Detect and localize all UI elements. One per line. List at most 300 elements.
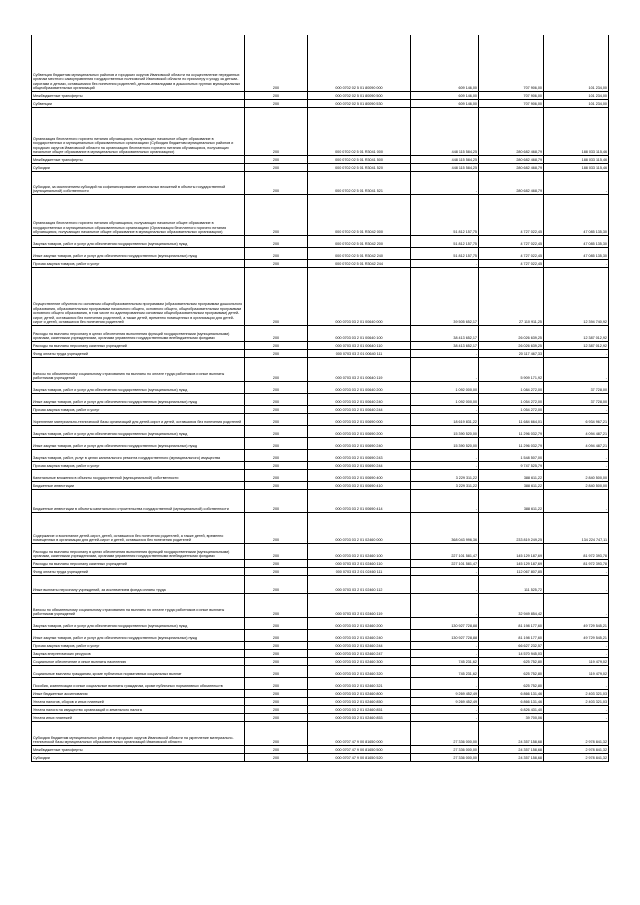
table-row	[32, 543, 609, 559]
row-unexecuted: 12 387 012,92	[544, 325, 609, 341]
row-code: 200	[245, 341, 308, 349]
row-name: Иные закупки товаров, работ и услуг для обеспечения государственных (муниципальных) нужд	[32, 247, 245, 259]
row-name: Расходы на выплаты персоналу казенных учреждений	[32, 341, 245, 349]
row-code: 200	[245, 267, 308, 325]
row-code: 200	[245, 449, 308, 461]
row-name: Содержание и воспитание детей-сирот, детей, оставшихся без попечения родителей, а также детей, временно помещенных в организации для детей-сирот и детей, оставшихся без попечения родителей	[32, 512, 245, 543]
table-row	[32, 425, 609, 437]
table-row	[32, 617, 609, 629]
row-unexecuted: 119 479,02	[544, 665, 609, 677]
row-kbk: 000 0703 03 2 01 00640 119	[308, 357, 411, 381]
row-name: Межбюджетные трансферты	[32, 155, 245, 163]
table-row	[32, 235, 609, 247]
row-name: Закупка товаров, работ и услуг для обеспечения государственных (муниципальных) нужд	[32, 425, 245, 437]
row-kbk: 000 0703 03 2 01 00690 244	[308, 461, 411, 469]
row-executed: 388 611,22	[479, 469, 544, 481]
row-code: 200	[245, 425, 308, 437]
table-row	[32, 247, 609, 259]
row-executed: 11 684 664,01	[479, 413, 544, 425]
row-approved: 448 115 584,25	[411, 107, 479, 155]
row-executed: 39 700,06	[479, 713, 544, 721]
row-name: Субсидии	[32, 753, 245, 761]
table-row	[32, 567, 609, 575]
row-name: Закупка товаров, работ и услуг для обеспечения государственных (муниципальных) нужд	[32, 235, 245, 247]
row-name: Межбюджетные трансферты	[32, 745, 245, 753]
row-name: Иные бюджетные ассигнования	[32, 689, 245, 697]
row-name: Расходы на выплаты персоналу в целях обеспечения выполнения функций государственными (муниципальными) органами, казенными учреждениями, органами управления государственными внебюджетными фондами	[32, 543, 245, 559]
row-kbk: 000 0707 47 9 00 81650 520	[308, 753, 411, 761]
row-executed: 1 084 272,00	[479, 381, 544, 393]
row-name: Прочая закупка товаров, работ и услуг	[32, 641, 245, 649]
row-code: 200	[245, 35, 308, 91]
row-kbk: 000 0703 03 2 01 02460 300	[308, 657, 411, 665]
row-executed: 24 357 158,68	[479, 721, 544, 745]
row-executed: 1 054 272,00	[479, 405, 544, 413]
table-row	[32, 629, 609, 641]
row-code: 200	[245, 481, 308, 489]
row-name: Субсидии	[32, 163, 245, 171]
row-kbk: 000 0703 03 2 01 02460 000	[308, 512, 411, 543]
row-approved: 130 927 728,88	[411, 617, 479, 629]
row-kbk: 000 0703 03 2 01 00690 240	[308, 437, 411, 449]
table-row	[32, 194, 609, 235]
row-executed: 27 110 911,25	[479, 267, 544, 325]
row-approved: 368 043 996,36	[411, 512, 479, 543]
row-approved: -	[411, 449, 479, 461]
row-unexecuted: -	[544, 641, 609, 649]
table-row	[32, 469, 609, 481]
row-code: 200	[245, 629, 308, 641]
table-row	[32, 705, 609, 713]
row-code: 200	[245, 247, 308, 259]
row-kbk: 000 0707 47 9 00 81650 500	[308, 745, 411, 753]
table-row	[32, 753, 609, 761]
table-row	[32, 171, 609, 194]
table-row	[32, 512, 609, 543]
row-kbk: 000 0702 02 5 01 80090 000	[308, 35, 411, 91]
row-code: 200	[245, 745, 308, 753]
budget-table	[31, 35, 609, 762]
table-row	[32, 559, 609, 567]
row-code: 200	[245, 567, 308, 575]
row-unexecuted: -	[544, 567, 609, 575]
row-approved: -	[411, 259, 479, 267]
row-kbk: 000 0707 47 9 00 81650 000	[308, 721, 411, 745]
row-kbk: 000 0703 03 2 01 02460 800	[308, 689, 411, 697]
row-approved: -	[411, 567, 479, 575]
row-unexecuted: -	[544, 489, 609, 512]
row-unexecuted: 2 840 500,00	[544, 469, 609, 481]
row-approved: 227 101 581,47	[411, 559, 479, 567]
row-executed: 6 866 131,46	[479, 689, 544, 697]
row-executed: 20 117 467,33	[479, 349, 544, 357]
row-code: 200	[245, 617, 308, 629]
row-name: Закупка энергетических ресурсов	[32, 649, 245, 657]
table-row	[32, 91, 609, 99]
row-executed: 14 570 945,03	[479, 649, 544, 657]
row-unexecuted: 2 840 500,00	[544, 481, 609, 489]
row-code: 200	[245, 665, 308, 677]
row-code: 200	[245, 489, 308, 512]
row-code: 200	[245, 163, 308, 171]
row-approved: 1 092 000,00	[411, 393, 479, 405]
row-unexecuted: -	[544, 171, 609, 194]
row-name: Капитальные вложения в объекты государственной (муниципальной) собственности	[32, 469, 245, 481]
row-code: 200	[245, 641, 308, 649]
row-executed: 6 866 131,46	[479, 697, 544, 705]
row-executed: 145 129 187,69	[479, 559, 544, 567]
table-row	[32, 677, 609, 689]
report-sheet	[31, 35, 608, 762]
row-kbk: 000 0703 03 2 01 00690 243	[308, 449, 411, 461]
row-unexecuted: 101 234,00	[544, 91, 609, 99]
table-row	[32, 449, 609, 461]
row-unexecuted: 81 972 393,78	[544, 559, 609, 567]
table-row	[32, 593, 609, 617]
row-unexecuted: 47 085 135,30	[544, 194, 609, 235]
row-kbk: 000 0702 02 5 01 R3042 240	[308, 247, 411, 259]
row-name: Субсидии, за исключением субсидий на софинансирование капитальных вложений в объекты государственной (муниципальной) собственности	[32, 171, 245, 194]
row-code: 200	[245, 649, 308, 657]
row-kbk: 000 0703 03 2 01 02460 320	[308, 665, 411, 677]
row-executed: 707 906,00	[479, 91, 544, 99]
table-row	[32, 641, 609, 649]
row-kbk: 000 0702 02 5 01 80090 530	[308, 99, 411, 107]
row-code: 200	[245, 677, 308, 689]
table-row	[32, 393, 609, 405]
row-unexecuted: 47 085 135,30	[544, 247, 609, 259]
row-approved: 227 101 581,47	[411, 543, 479, 559]
row-kbk: 000 0703 03 2 01 00640 110	[308, 341, 411, 349]
row-name: Субвенции	[32, 99, 245, 107]
row-approved: -	[411, 357, 479, 381]
row-kbk: 000 0703 03 2 01 02460 119	[308, 593, 411, 617]
row-code: 200	[245, 381, 308, 393]
row-name: Уплата налогов, сборов и иных платежей	[32, 697, 245, 705]
row-name: Социальное обеспечение и иные выплаты населению	[32, 657, 245, 665]
row-kbk: 000 0703 03 2 01 02460 100	[308, 543, 411, 559]
row-code: 200	[245, 357, 308, 381]
row-code: 200	[245, 575, 308, 593]
row-approved: 27 336 000,00	[411, 753, 479, 761]
row-unexecuted: 81 972 393,78	[544, 543, 609, 559]
row-executed: 4 727 022,45	[479, 194, 544, 235]
row-approved: -	[411, 349, 479, 357]
row-executed: 4 727 022,45	[479, 247, 544, 259]
row-unexecuted: -	[544, 677, 609, 689]
row-approved: 9 269 452,49	[411, 689, 479, 697]
row-approved: 448 115 584,25	[411, 155, 479, 163]
row-code: 200	[245, 469, 308, 481]
row-name: Бюджетные инвестиции в объекты капитального строительства государственной (муниципальной) собственности	[32, 489, 245, 512]
table-row	[32, 405, 609, 413]
row-name: Расходы на выплаты персоналу казенных учреждений	[32, 559, 245, 567]
table-row	[32, 461, 609, 469]
row-approved: 51 812 157,75	[411, 235, 479, 247]
row-kbk: 000 0703 03 2 01 00690 200	[308, 425, 411, 437]
row-executed: 625 752,80	[479, 657, 544, 665]
row-approved: 3 229 311,22	[411, 481, 479, 489]
row-code: 200	[245, 437, 308, 449]
table-row	[32, 341, 609, 349]
row-executed: 4 727 022,45	[479, 259, 544, 267]
row-kbk: 000 0702 02 5 01 R3041 521	[308, 171, 411, 194]
row-code: 200	[245, 393, 308, 405]
row-approved: 15 390 520,00	[411, 425, 479, 437]
row-executed: 280 682 468,79	[479, 155, 544, 163]
row-name: Взносы по обязательному социальному страхованию на выплаты по оплате труда работников и иные выплаты работникам учреждений	[32, 357, 245, 381]
row-approved: 745 231,62	[411, 665, 479, 677]
table-row	[32, 649, 609, 657]
row-kbk: 000 0702 02 5 01 R3042 200	[308, 235, 411, 247]
row-executed: 111 525,72	[479, 575, 544, 593]
row-unexecuted: -	[544, 349, 609, 357]
row-code: 200	[245, 559, 308, 567]
row-name: Прочая закупка товаров, работ и услуг	[32, 259, 245, 267]
row-unexecuted: 2 403 321,03	[544, 697, 609, 705]
table-row	[32, 713, 609, 721]
row-executed: 11 296 032,79	[479, 425, 544, 437]
row-executed: 280 682 468,79	[479, 163, 544, 171]
table-row	[32, 437, 609, 449]
row-approved: 18 619 831,22	[411, 413, 479, 425]
row-name: Расходы на выплаты персоналу в целях обеспечения выполнения функций государственными (муниципальными) органами, казенными учреждениями, органами управления государственными внебюджетными фондами	[32, 325, 245, 341]
row-name: Иные закупки товаров, работ и услуг для обеспечения государственных (муниципальных) нужд	[32, 437, 245, 449]
row-approved: -	[411, 171, 479, 194]
row-executed: 112 067 807,85	[479, 567, 544, 575]
row-code: 200	[245, 235, 308, 247]
row-executed: 11 296 032,79	[479, 437, 544, 449]
row-kbk: 000 0703 03 2 01 02460 111	[308, 567, 411, 575]
row-name: Укрепление материально-технической базы организаций для детей-сирот и детей, оставшихся без попечения родителей	[32, 413, 245, 425]
row-approved: 130 927 728,88	[411, 629, 479, 641]
row-code: 200	[245, 721, 308, 745]
table-row	[32, 481, 609, 489]
row-kbk: 000 0703 03 2 01 00690 000	[308, 413, 411, 425]
row-code: 200	[245, 657, 308, 665]
row-kbk: 000 0703 03 2 01 02460 110	[308, 559, 411, 567]
row-unexecuted: -	[544, 575, 609, 593]
row-code: 200	[245, 194, 308, 235]
row-executed: 26 026 639,25	[479, 341, 544, 349]
table-row	[32, 413, 609, 425]
row-approved: -	[411, 593, 479, 617]
row-unexecuted: 188 033 115,46	[544, 107, 609, 155]
row-executed: 9 747 525,79	[479, 461, 544, 469]
row-approved: 38 413 652,17	[411, 341, 479, 349]
row-executed: 707 906,00	[479, 35, 544, 91]
row-unexecuted: -	[544, 405, 609, 413]
row-unexecuted: -	[544, 461, 609, 469]
row-unexecuted: -	[544, 649, 609, 657]
row-kbk: 000 0703 03 2 01 02460 853	[308, 713, 411, 721]
row-executed: 5 909 171,92	[479, 357, 544, 381]
row-unexecuted: -	[544, 357, 609, 381]
row-code: 200	[245, 512, 308, 543]
row-unexecuted: 2 978 841,32	[544, 745, 609, 753]
row-code: 200	[245, 99, 308, 107]
row-unexecuted: 134 224 747,11	[544, 512, 609, 543]
budget-table-body	[32, 35, 609, 761]
row-executed: 388 611,22	[479, 481, 544, 489]
row-unexecuted: 12 387 012,92	[544, 341, 609, 349]
row-approved: 15 390 520,00	[411, 437, 479, 449]
row-kbk: 000 0703 03 2 01 02460 244	[308, 641, 411, 649]
row-unexecuted: -	[544, 449, 609, 461]
row-executed: 388 611,22	[479, 489, 544, 512]
row-kbk: 000 0703 03 2 01 02460 851	[308, 705, 411, 713]
row-name: Пособия, компенсации и иные социальные выплаты гражданам, кроме публичных нормативных обязательств	[32, 677, 245, 689]
row-executed: 280 682 468,79	[479, 171, 544, 194]
table-row	[32, 745, 609, 753]
row-name: Взносы по обязательному социальному страхованию на выплаты по оплате труда работников и иные выплаты работникам учреждений	[32, 593, 245, 617]
row-name: Организация бесплатного горячего питания обучающихся, получающих начальное общее образование в государственных и муниципальных образовательных организациях (Организация бесплатного горячего питания обучающихся, получающих начальное общее образование в муниципальных образовательных организациях)	[32, 194, 245, 235]
table-row	[32, 665, 609, 677]
row-name: Закупка товаров, работ и услуг для обеспечения государственных (муниципальных) нужд	[32, 381, 245, 393]
row-name: Закупка товаров, работ и услуг для обеспечения государственных (муниципальных) нужд	[32, 617, 245, 629]
table-row	[32, 267, 609, 325]
table-row	[32, 489, 609, 512]
row-unexecuted: 37 728,00	[544, 381, 609, 393]
table-row	[32, 575, 609, 593]
row-name: Фонд оплаты труда учреждений	[32, 349, 245, 357]
row-name: Уплата иных платежей	[32, 713, 245, 721]
row-unexecuted: -	[544, 713, 609, 721]
row-approved: 51 812 157,75	[411, 194, 479, 235]
row-name: Уплата налога на имущество организаций и земельного налога	[32, 705, 245, 713]
row-kbk: 000 0702 02 5 01 80090 500	[308, 91, 411, 99]
row-executed: 1 054 272,00	[479, 393, 544, 405]
row-name: Субвенция бюджетам муниципальных районов и городских округов Ивановской области на осуществление переданных органам местного самоуправления государственных полномочий Ивановской области по присмотру и уходу за детьми-сиротами и детьми, оставшимися без попечения родителей, детьми-инвалидами в дошкольных группах муниципальных общеобразовательных организаций	[32, 35, 245, 91]
row-kbk: 000 0703 03 2 01 02460 850	[308, 697, 411, 705]
table-row	[32, 689, 609, 697]
row-approved: 27 336 000,00	[411, 745, 479, 753]
row-code: 200	[245, 413, 308, 425]
row-approved: 38 413 652,17	[411, 325, 479, 341]
row-kbk: 000 0703 03 2 01 02460 112	[308, 575, 411, 593]
row-approved: 448 115 584,25	[411, 163, 479, 171]
table-row	[32, 325, 609, 341]
row-approved: -	[411, 575, 479, 593]
row-kbk: 000 0702 02 5 01 R3042 000	[308, 194, 411, 235]
row-code: 200	[245, 325, 308, 341]
row-kbk: 000 0702 02 5 01 R3042 244	[308, 259, 411, 267]
row-kbk: 000 0703 03 2 01 00690 414	[308, 489, 411, 512]
row-approved: 39 505 652,17	[411, 267, 479, 325]
row-approved: -	[411, 677, 479, 689]
row-approved: -	[411, 641, 479, 649]
row-approved: 27 336 000,00	[411, 721, 479, 745]
row-unexecuted: 4 094 487,21	[544, 425, 609, 437]
row-name: Иные закупки товаров, работ и услуг для обеспечения государственных (муниципальных) нужд	[32, 629, 245, 641]
row-name: Закупка товаров, работ, услуг в целях капитального ремонта государственного (муниципального) имущества	[32, 449, 245, 461]
row-unexecuted: 188 033 115,46	[544, 163, 609, 171]
row-code: 200	[245, 259, 308, 267]
row-unexecuted: 2 403 321,03	[544, 689, 609, 697]
row-executed: 24 357 158,68	[479, 753, 544, 761]
row-executed: 1 548 507,00	[479, 449, 544, 461]
table-row	[32, 107, 609, 155]
row-unexecuted: 37 728,00	[544, 393, 609, 405]
row-unexecuted: 4 094 487,21	[544, 437, 609, 449]
table-row	[32, 697, 609, 705]
row-kbk: 000 0703 03 2 01 00690 410	[308, 481, 411, 489]
row-approved: -	[411, 649, 479, 657]
row-kbk: 000 0703 03 2 01 02460 240	[308, 629, 411, 641]
row-name: Бюджетные инвестиции	[32, 481, 245, 489]
table-row	[32, 381, 609, 393]
row-unexecuted: -	[544, 593, 609, 617]
row-executed: 145 129 187,69	[479, 543, 544, 559]
table-row	[32, 99, 609, 107]
row-code: 200	[245, 753, 308, 761]
row-kbk: 000 0703 03 2 01 00690 400	[308, 469, 411, 481]
row-unexecuted: 188 033 115,46	[544, 155, 609, 163]
row-approved: 745 231,62	[411, 657, 479, 665]
row-kbk: 000 0702 02 5 01 R3041 500	[308, 155, 411, 163]
row-name: Организация бесплатного горячего питания обучающихся, получающих начальное общее образование в государственных и муниципальных образовательных организациях (Субсидия бюджетам муниципальных районов и городских округов Ивановской области на организацию бесплатного горячего питания обучающихся, получающих начальное общее образование в муниципальных образовательных организациях)	[32, 107, 245, 155]
row-executed: 707 906,00	[479, 99, 544, 107]
row-kbk: 000 0703 03 2 01 00640 200	[308, 381, 411, 393]
row-unexecuted: 49 729 545,21	[544, 617, 609, 629]
row-kbk: 000 0703 03 2 01 00640 000	[308, 267, 411, 325]
row-approved: -	[411, 405, 479, 413]
row-unexecuted: 6 934 967,21	[544, 413, 609, 425]
row-name: Иные закупки товаров, работ и услуг для обеспечения государственных (муниципальных) нужд	[32, 393, 245, 405]
table-row	[32, 259, 609, 267]
row-kbk: 000 0703 03 2 01 00640 100	[308, 325, 411, 341]
row-name: Прочая закупка товаров, работ и услуг	[32, 405, 245, 413]
row-executed: 26 026 639,25	[479, 325, 544, 341]
row-unexecuted: -	[544, 259, 609, 267]
row-unexecuted: 101 234,00	[544, 35, 609, 91]
row-approved: 9 269 452,49	[411, 697, 479, 705]
table-row	[32, 35, 609, 91]
row-code: 200	[245, 689, 308, 697]
row-code: 200	[245, 91, 308, 99]
row-unexecuted: 101 234,00	[544, 99, 609, 107]
row-name: Прочая закупка товаров, работ и услуг	[32, 461, 245, 469]
row-executed: 233 819 249,25	[479, 512, 544, 543]
row-executed: 625 752,80	[479, 665, 544, 677]
row-code: 200	[245, 171, 308, 194]
table-row	[32, 657, 609, 665]
row-executed: 24 357 158,68	[479, 745, 544, 753]
row-name: Социальные выплаты гражданам, кроме публичных нормативных социальных выплат	[32, 665, 245, 677]
row-code: 200	[245, 705, 308, 713]
row-approved: -	[411, 461, 479, 469]
row-approved: 609 146,00	[411, 99, 479, 107]
row-kbk: 000 0703 03 2 01 00640 111	[308, 349, 411, 357]
row-code: 200	[245, 461, 308, 469]
row-approved: -	[411, 489, 479, 512]
row-code: 200	[245, 155, 308, 163]
row-code: 200	[245, 349, 308, 357]
table-row	[32, 721, 609, 745]
row-code: 200	[245, 713, 308, 721]
row-unexecuted: 47 085 135,30	[544, 235, 609, 247]
row-approved: 1 092 000,00	[411, 381, 479, 393]
row-name: Фонд оплаты труда учреждений	[32, 567, 245, 575]
row-name: Осуществление обучения по основным общеобразовательным программам (образовательным программам дошкольного образования, образовательным программам начального общего, основного общего, общеобразовательным программам основного общего образования, в том числе по адаптированным основным общеобразовательным программам) детей-сирот, детей, оставшихся без попечения родителей, а также детей, временно помещенных в организации для детей-сирот и детей, оставшихся без попечения родителей	[32, 267, 245, 325]
row-code: 200	[245, 593, 308, 617]
table-row	[32, 155, 609, 163]
row-executed: 32 949 854,42	[479, 593, 544, 617]
row-unexecuted: 2 978 841,32	[544, 753, 609, 761]
row-executed: 6 826 431,40	[479, 705, 544, 713]
row-approved: 609 146,00	[411, 35, 479, 91]
row-kbk: 000 0703 03 2 01 02460 200	[308, 617, 411, 629]
